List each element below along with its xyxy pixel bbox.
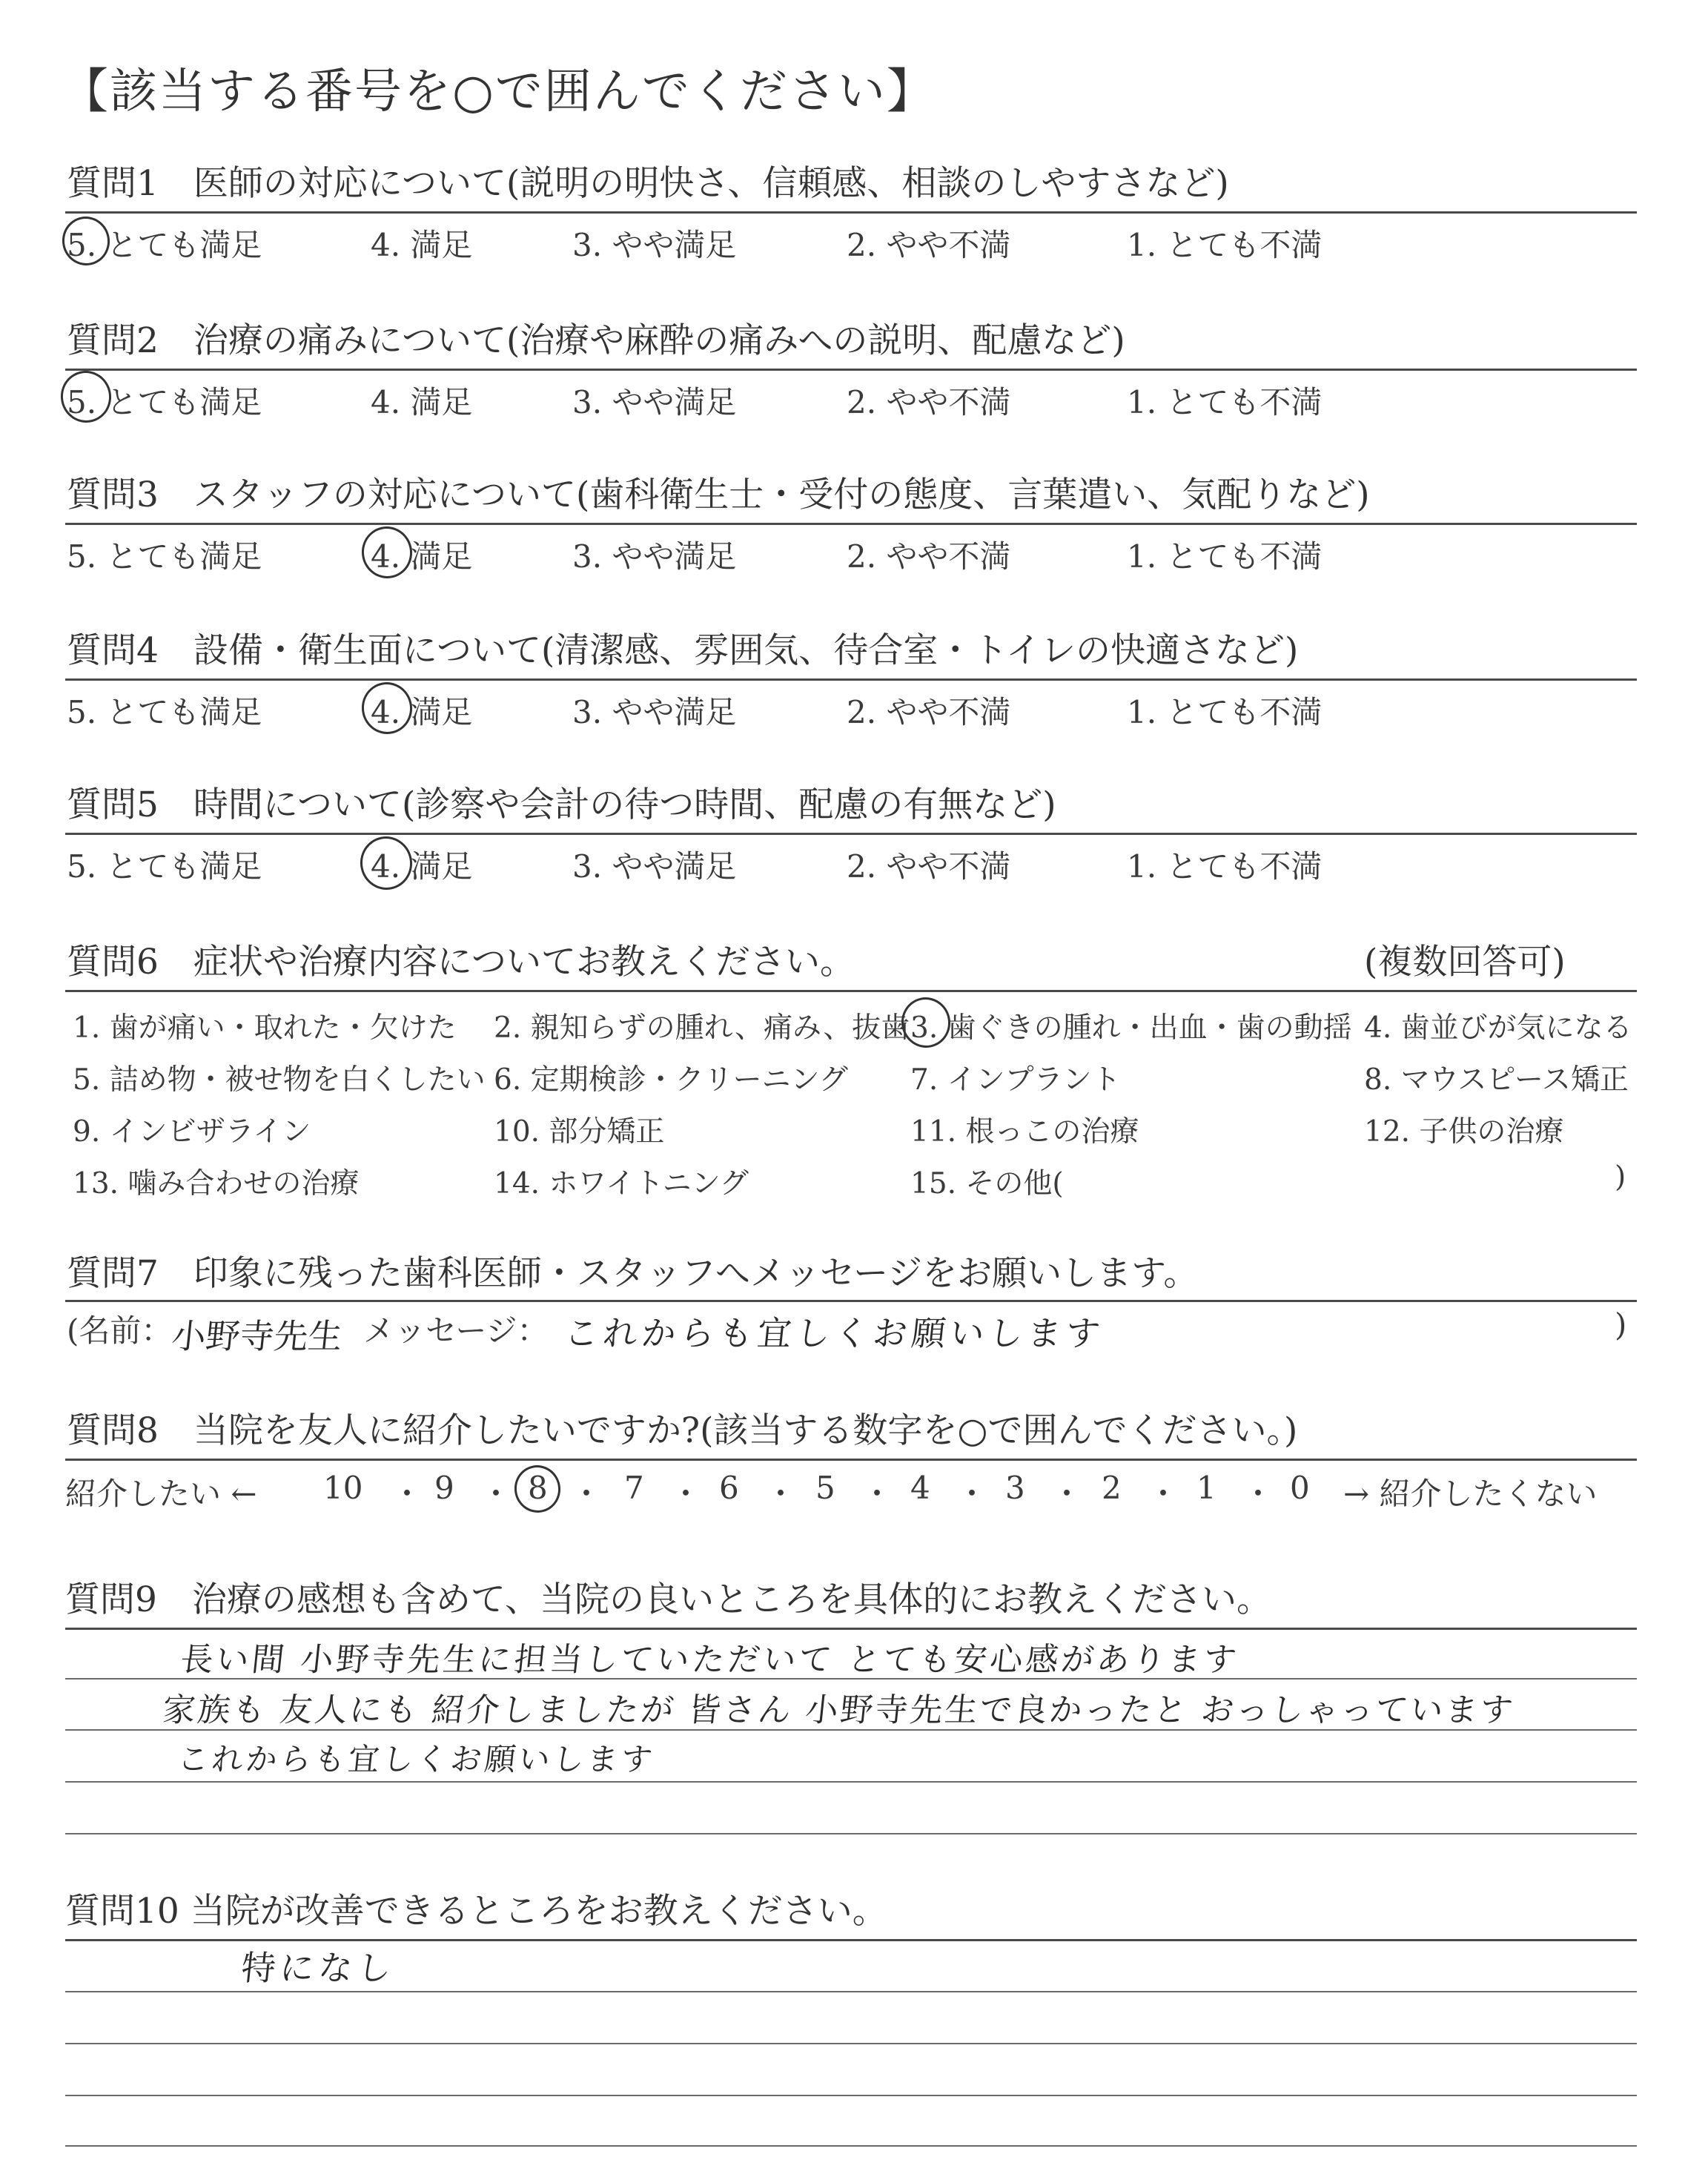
q9-answer-text-3[interactable]: これからも宜しくお願いします xyxy=(176,1741,658,1777)
q8-scale-5[interactable]: 5 xyxy=(815,1470,835,1506)
question-5-rule xyxy=(65,833,1637,835)
q6-option-5[interactable]: 5. 詰め物・被せ物を白くしたい xyxy=(73,1063,486,1097)
q6-option-15[interactable]: 15. その他( xyxy=(910,1167,1064,1200)
q2-option-5[interactable]: 5. とても満足 xyxy=(67,384,262,420)
question-1-rule xyxy=(65,211,1637,214)
q6-option-11[interactable]: 11. 根っこの治療 xyxy=(910,1115,1139,1149)
q6-option-1[interactable]: 1. 歯が痛い・取れた・欠けた xyxy=(73,1011,457,1045)
question-4-rule xyxy=(65,678,1637,681)
q6-option-7[interactable]: 7. インプラント xyxy=(910,1063,1121,1097)
q10-answer-line xyxy=(65,1991,1637,1992)
q8-dot: ・ xyxy=(956,1476,988,1512)
q5-option-3[interactable]: 3. やや満足 xyxy=(572,848,737,885)
q1-option-3[interactable]: 3. やや満足 xyxy=(572,227,737,263)
q1-option-2[interactable]: 2. やや不満 xyxy=(847,227,1011,263)
q10-answer-text[interactable]: 特になし xyxy=(239,1948,398,1988)
q10-answer-line xyxy=(65,2043,1637,2044)
q5-option-5[interactable]: 5. とても満足 xyxy=(67,848,262,885)
q5-option-1[interactable]: 1. とても不満 xyxy=(1127,848,1323,885)
q6-option-12[interactable]: 12. 子供の治療 xyxy=(1364,1115,1564,1149)
question-5-title: 質問5 時間について(診察や会計の待つ時間、配慮の有無など) xyxy=(67,785,1056,825)
question-9-title: 質問9 治療の感想も含めて、当院の良いところを具体的にお教えください。 xyxy=(65,1579,1271,1620)
q6-option-9[interactable]: 9. インビザライン xyxy=(73,1115,311,1149)
q8-dot: ・ xyxy=(480,1476,512,1512)
q1-option-4[interactable]: 4. 満足 xyxy=(371,227,473,263)
q8-scale-8[interactable]: 8 xyxy=(528,1470,548,1506)
q2-option-2[interactable]: 2. やや不満 xyxy=(847,384,1011,420)
q8-dot: ・ xyxy=(765,1476,797,1512)
q4-option-3[interactable]: 3. やや満足 xyxy=(572,694,737,730)
q8-dot: ・ xyxy=(1051,1476,1083,1512)
q8-dot: ・ xyxy=(861,1476,893,1512)
q3-option-5[interactable]: 5. とても満足 xyxy=(67,538,262,575)
q9-answer-line xyxy=(65,1628,1637,1630)
q8-dot: ・ xyxy=(1148,1476,1179,1512)
q8-scale-3[interactable]: 3 xyxy=(1005,1470,1025,1506)
q8-left-label: 紹介したい ← xyxy=(65,1476,257,1512)
q2-option-4[interactable]: 4. 満足 xyxy=(371,384,473,420)
question-2-rule xyxy=(65,369,1637,371)
question-6-note: (複数回答可) xyxy=(1364,942,1566,982)
q7-name-label: (名前： xyxy=(67,1312,173,1349)
question-4-title: 質問4 設備・衛生面について(清潔感、雰囲気、待合室・トイレの快適さなど) xyxy=(67,630,1299,671)
q8-dot: ・ xyxy=(670,1476,702,1512)
form-header: 【該当する番号を○で囲んでください】 xyxy=(61,65,936,119)
question-2-title: 質問2 治療の痛みについて(治療や麻酔の痛みへの説明、配慮など) xyxy=(67,320,1125,361)
q10-answer-line xyxy=(65,2095,1637,2096)
q8-scale-1[interactable]: 1 xyxy=(1196,1470,1217,1506)
q3-option-4[interactable]: 4. 満足 xyxy=(371,538,473,575)
q3-option-2[interactable]: 2. やや不満 xyxy=(847,538,1011,575)
question-3-rule xyxy=(65,523,1637,525)
question-6-title: 質問6 症状や治療内容についてお教えください。 xyxy=(67,942,855,982)
q7-message-value[interactable]: これからも宜しくお願いします xyxy=(562,1313,1107,1353)
q7-message-label: メッセージ： xyxy=(363,1312,549,1349)
q1-option-1[interactable]: 1. とても不満 xyxy=(1127,227,1323,263)
q6-other-close-paren: ) xyxy=(1615,1160,1626,1194)
q5-option-4[interactable]: 4. 満足 xyxy=(371,848,473,885)
question-7-title: 質問7 印象に残った歯科医師・スタッフへメッセージをお願いします。 xyxy=(67,1253,1199,1294)
q7-close-paren: ) xyxy=(1615,1307,1627,1343)
q4-option-4[interactable]: 4. 満足 xyxy=(371,694,473,730)
q4-option-2[interactable]: 2. やや不満 xyxy=(847,694,1011,730)
q8-dot: ・ xyxy=(571,1476,603,1512)
q8-scale-6[interactable]: 6 xyxy=(719,1470,739,1506)
q10-answer-line xyxy=(65,2145,1637,2147)
q1-option-5[interactable]: 5. とても満足 xyxy=(67,227,262,263)
q4-option-5[interactable]: 5. とても満足 xyxy=(67,694,262,730)
q8-scale-4[interactable]: 4 xyxy=(910,1470,930,1506)
q3-option-1[interactable]: 1. とても不満 xyxy=(1127,538,1323,575)
q8-scale-0[interactable]: 0 xyxy=(1290,1470,1310,1506)
q6-option-8[interactable]: 8. マウスピース矯正 xyxy=(1364,1063,1629,1097)
q5-option-2[interactable]: 2. やや不満 xyxy=(847,848,1011,885)
q3-option-3[interactable]: 3. やや満足 xyxy=(572,538,737,575)
q2-option-1[interactable]: 1. とても不満 xyxy=(1127,384,1323,420)
q8-right-label: → 紹介したくない xyxy=(1343,1476,1598,1512)
q9-answer-text-1[interactable]: 長い間 小野寺先生に担当していただいて とても安心感があります xyxy=(178,1641,1242,1679)
q9-answer-line xyxy=(65,1781,1637,1783)
q9-answer-line xyxy=(65,1833,1637,1834)
q6-option-14[interactable]: 14. ホワイトニング xyxy=(494,1167,749,1200)
q4-option-1[interactable]: 1. とても不満 xyxy=(1127,694,1323,730)
question-1-title: 質問1 医師の対応について(説明の明快さ、信頼感、相談のしやすさなど) xyxy=(67,163,1229,204)
q8-dot: ・ xyxy=(391,1476,423,1512)
q6-option-4[interactable]: 4. 歯並びが気になる xyxy=(1364,1011,1632,1045)
question-8-title: 質問8 当院を友人に紹介したいですか?(該当する数字を○で囲んでください。) xyxy=(67,1410,1298,1451)
question-3-title: 質問3 スタッフの対応について(歯科衛生士・受付の態度、言葉遣い、気配りなど) xyxy=(67,475,1370,515)
question-6-rule xyxy=(65,990,1637,992)
q6-option-3[interactable]: 3. 歯ぐきの腫れ・出血・歯の動揺 xyxy=(910,1011,1352,1045)
q8-scale-7[interactable]: 7 xyxy=(624,1470,644,1506)
question-10-title: 質問10 当院が改善できるところをお教えください。 xyxy=(65,1891,887,1932)
q2-option-3[interactable]: 3. やや満足 xyxy=(572,384,737,420)
q8-selection-circle xyxy=(510,1461,565,1516)
q9-answer-text-2[interactable]: 家族も 友人にも 紹介しましたが 皆さん 小野寺先生で良かったと おっしゃっています xyxy=(160,1691,1517,1729)
q8-scale-2[interactable]: 2 xyxy=(1102,1470,1122,1506)
q6-option-6[interactable]: 6. 定期検診・クリーニング xyxy=(494,1063,848,1097)
q8-dot: ・ xyxy=(1242,1476,1274,1512)
q6-option-2[interactable]: 2. 親知らずの腫れ、痛み、抜歯 xyxy=(494,1011,910,1045)
q6-option-13[interactable]: 13. 噛み合わせの治療 xyxy=(73,1167,360,1200)
q8-scale-10[interactable]: 10 xyxy=(323,1470,363,1506)
q6-option-10[interactable]: 10. 部分矯正 xyxy=(494,1115,665,1149)
question-8-rule xyxy=(65,1459,1637,1461)
q7-name-value[interactable]: 小野寺先生 xyxy=(169,1316,345,1356)
question-7-rule xyxy=(65,1300,1637,1302)
q8-scale-9[interactable]: 9 xyxy=(434,1470,454,1506)
